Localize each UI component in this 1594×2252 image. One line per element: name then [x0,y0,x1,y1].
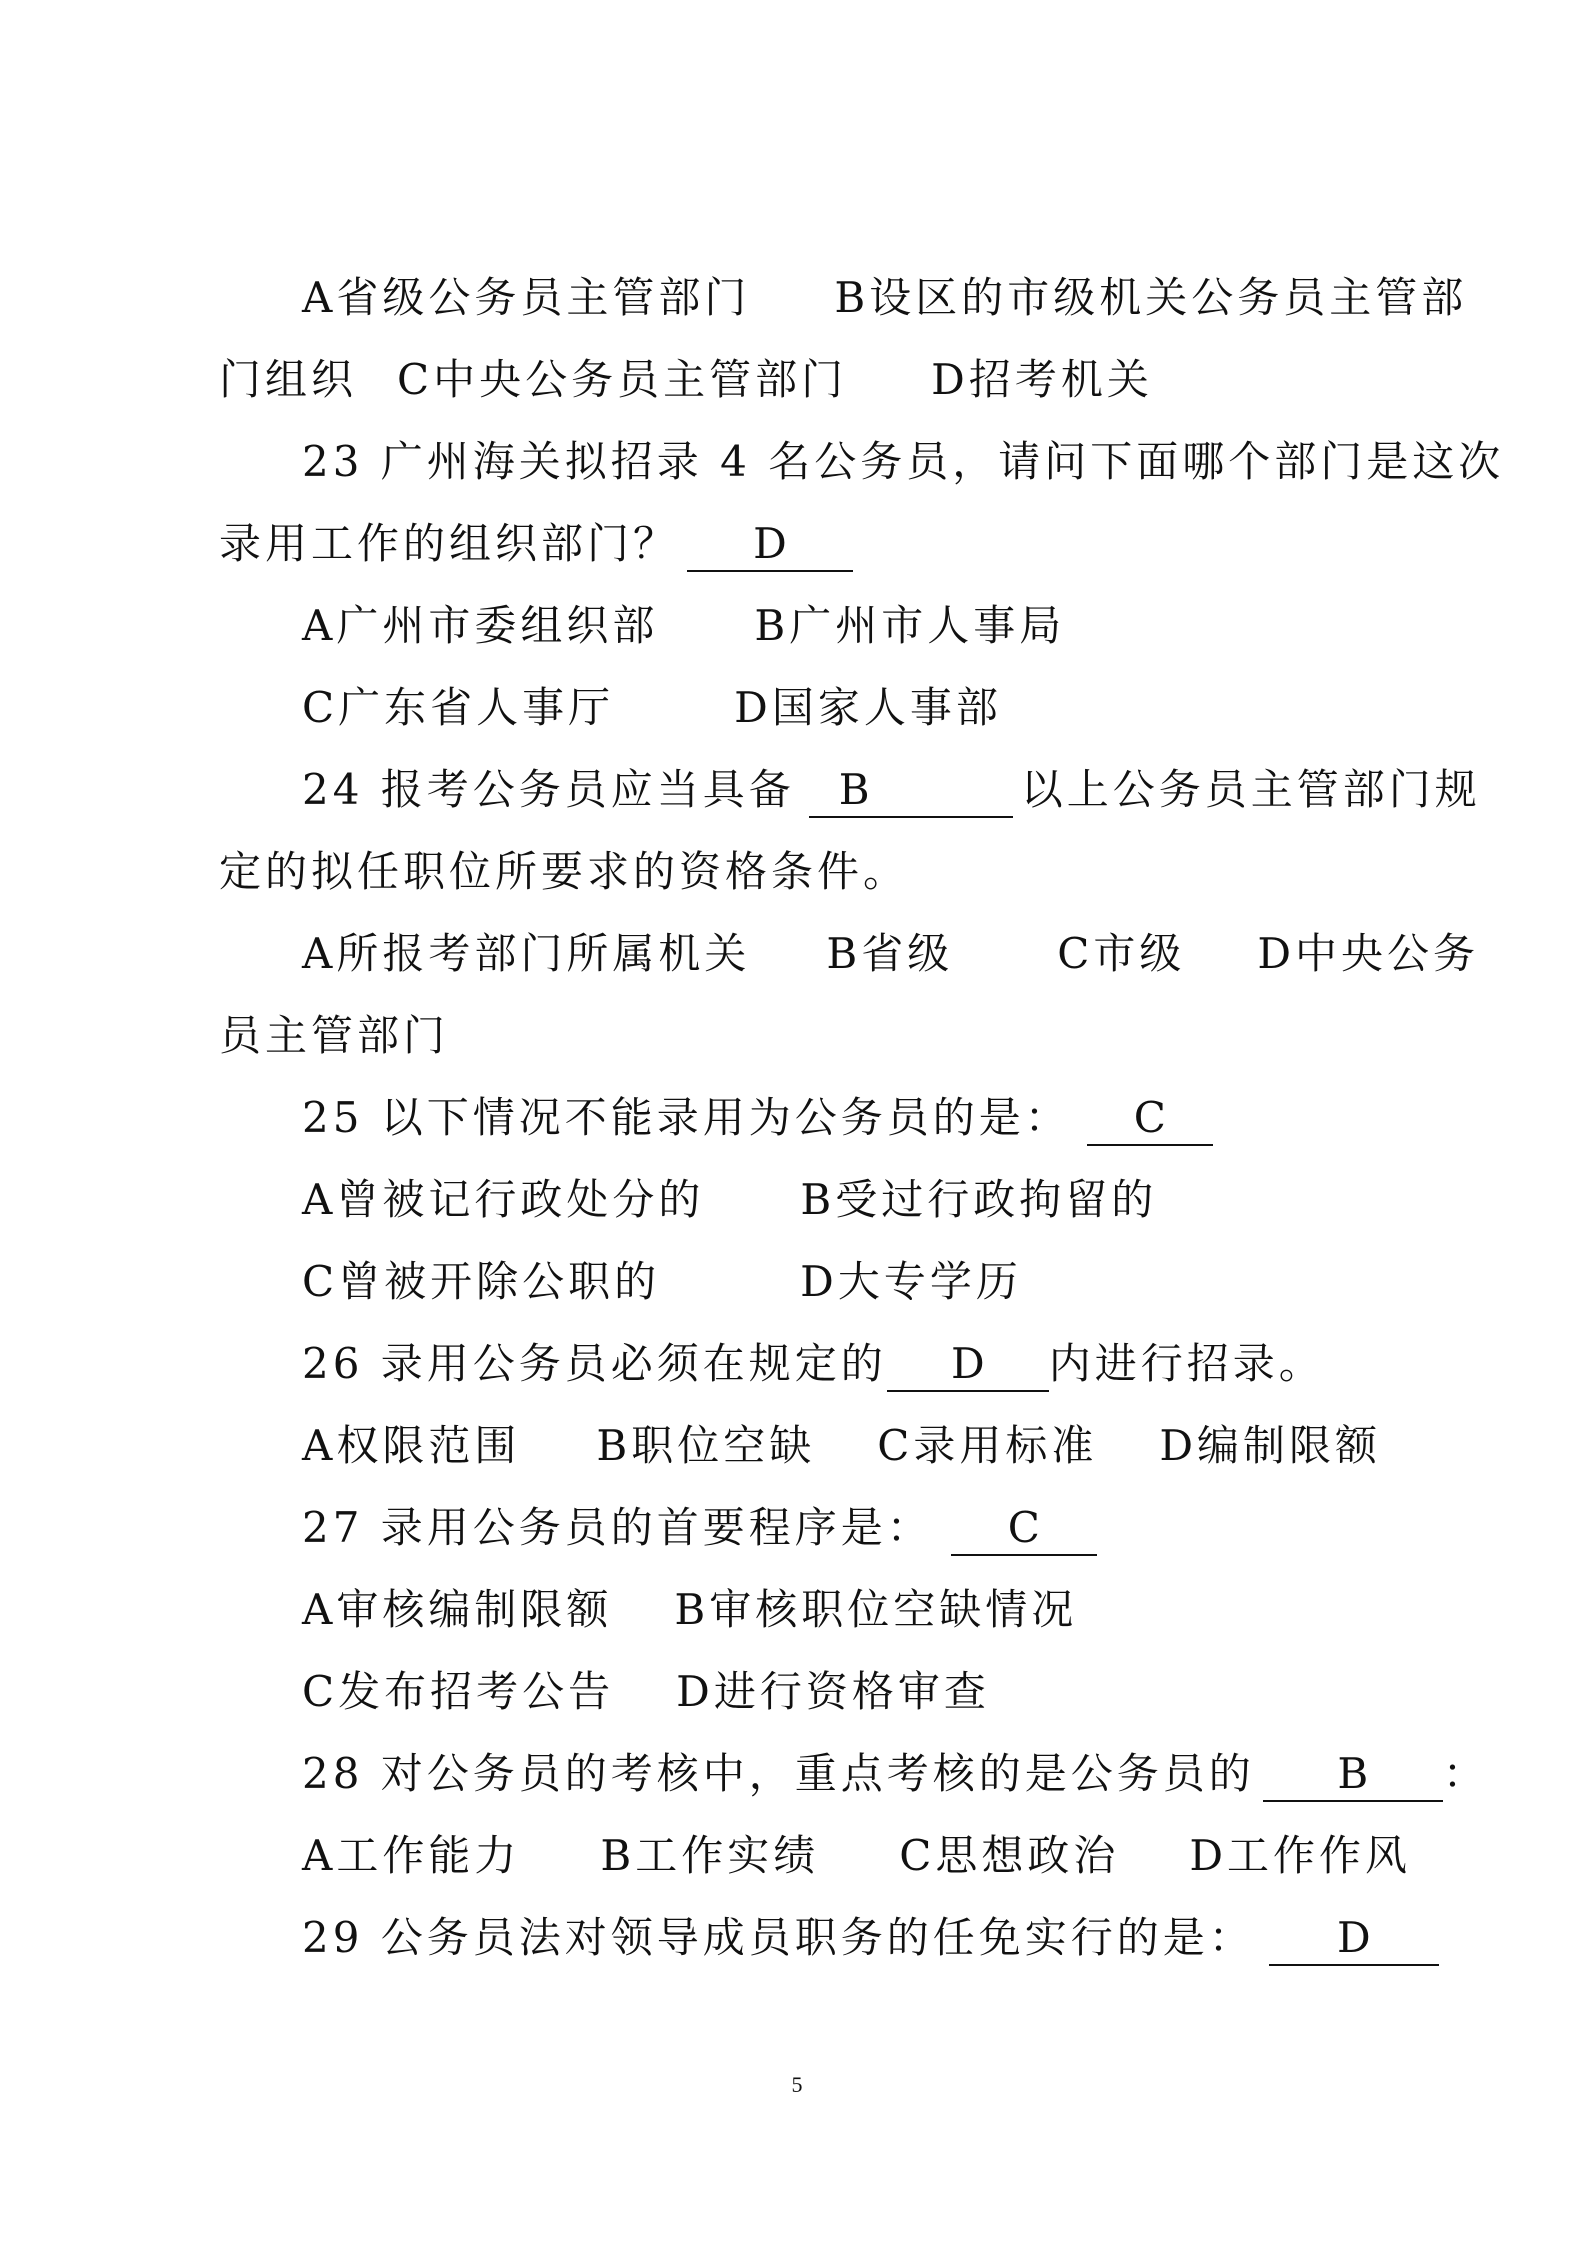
option-text: 员主管部门 [219,1011,450,1060]
options-line [0,678,1594,738]
option-text: B设区的市级机关公务员主管部 [834,273,1468,322]
answer-blank: C [951,1502,1097,1556]
options-line [0,1580,1594,1640]
option-text: D工作作风 [1189,1831,1412,1880]
question-text: 29 公务员法对领导成员职务的任免实行的是： [302,1913,1255,1962]
option-text: D国家人事部 [734,683,1002,732]
option-text: C中央公务员主管部门 [397,355,848,404]
option-text: D进行资格审查 [676,1667,990,1716]
text-line [0,268,1594,328]
option-text: A广州市委组织部 [302,601,659,650]
option-text: C市级 [1057,929,1186,978]
answer-blank: B [1263,1748,1443,1802]
answer-blank: D [1269,1912,1439,1966]
question-23-continued [0,514,1594,574]
answer-blank: C [1087,1092,1213,1146]
page-number: 5 [791,2072,803,2097]
question-text: 25 以下情况不能录用为公务员的是： [302,1093,1071,1142]
question-27 [0,1498,1594,1558]
question-text: 24 报考公务员应当具备 [302,765,795,814]
option-text: A工作能力 [302,1831,521,1880]
option-text: B受过行政拘留的 [800,1175,1158,1224]
option-text: D招考机关 [931,355,1153,404]
options-line-continued [0,1006,1594,1066]
question-28 [0,1744,1594,1804]
question-text: 27 录用公务员的首要程序是： [302,1503,933,1552]
option-text: C曾被开除公职的 [302,1257,661,1306]
question-26 [0,1334,1594,1394]
options-line [0,1662,1594,1722]
question-text: 录用工作的组织部门？ [219,519,680,568]
option-text: B审核职位空缺情况 [674,1585,1078,1634]
question-text: 内进行招录。 [1048,1339,1325,1388]
answer-blank: B [809,764,1013,818]
answer-blank: D [887,1338,1049,1392]
question-text: 以上公务员主管部门规 [1020,765,1481,814]
options-line [0,1416,1594,1476]
option-text: A省级公务员主管部门 [302,273,751,322]
option-text: C广东省人事厅 [302,683,615,732]
question-text: 定的拟任职位所要求的资格条件。 [219,847,910,896]
option-text: D编制限额 [1159,1421,1382,1470]
question-text: ： [1442,1749,1489,1798]
question-24-continued [0,842,1594,902]
option-text: C发布招考公告 [302,1667,615,1716]
question-23 [0,432,1594,492]
option-text: B省级 [826,929,954,978]
question-text: 23 广州海关拟招录 4 名公务员，请问下面哪个部门是这次 [302,437,1505,486]
question-25 [0,1088,1594,1148]
options-line [0,924,1594,984]
option-text: B广州市人事局 [754,601,1066,650]
option-text: C录用标准 [877,1421,1098,1470]
option-text: A所报考部门所属机关 [302,929,751,978]
option-text: B职位空缺 [596,1421,816,1470]
answer-blank: D [687,518,853,572]
options-line [0,1826,1594,1886]
option-text: C思想政治 [899,1831,1120,1880]
options-line [0,596,1594,656]
options-line [0,1170,1594,1230]
question-24 [0,760,1594,820]
options-line [0,1252,1594,1312]
question-text: 28 对公务员的考核中，重点考核的是公务员的 [302,1749,1255,1798]
option-text: A权限范围 [302,1421,521,1470]
option-text: 门组织 [219,355,358,404]
text-line [0,350,1594,410]
option-text: D大专学历 [800,1257,1022,1306]
option-text: A曾被记行政处分的 [302,1175,705,1224]
question-text: 26 录用公务员必须在规定的 [302,1339,887,1388]
option-text: D中央公务 [1257,929,1480,978]
option-text: B工作实绩 [600,1831,820,1880]
option-text: A审核编制限额 [302,1585,613,1634]
question-29 [0,1908,1594,1968]
